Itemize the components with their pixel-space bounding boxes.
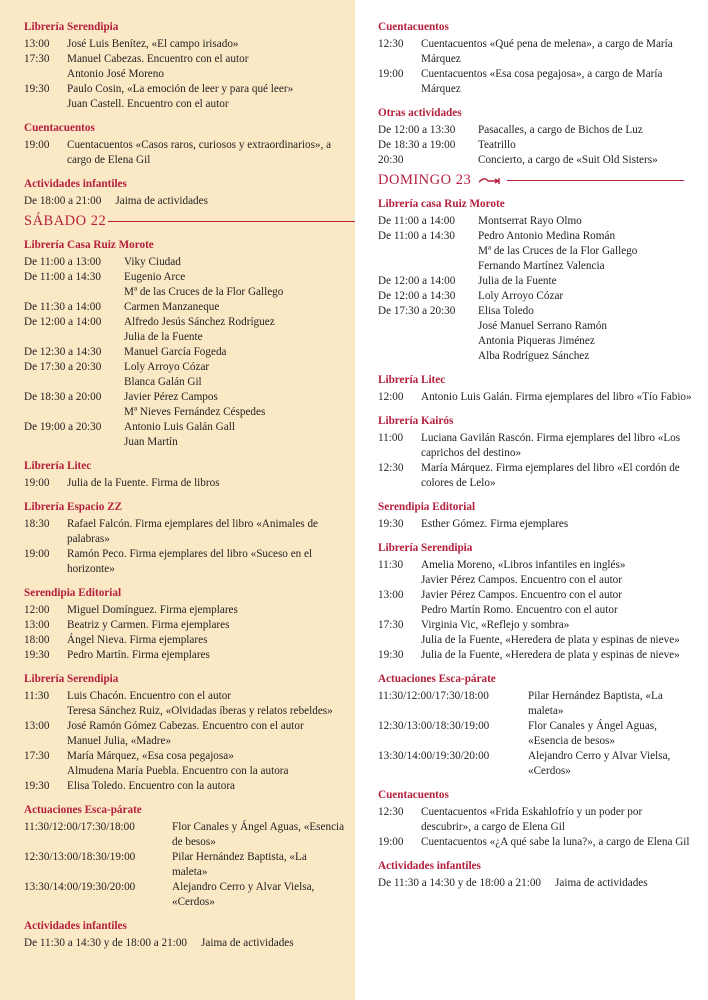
schedule-time: 12:00 [24,604,50,616]
schedule-description: Alejandro Cerro y Alvar Vielsa, «Cerdos» [528,750,671,777]
section [378,414,694,491]
schedule-row [24,704,345,719]
schedule-description: Antonia Piqueras Jiménez [478,335,595,347]
day-rule [108,221,355,222]
schedule-description: Teatrillo [478,139,516,151]
schedule-description: Virginia Vic, «Reflejo y sombra» [421,619,570,631]
section [378,788,694,850]
schedule-description: Teresa Sánchez Ruiz, «Olvidadas íberas y relatos rebeldes» [67,705,333,717]
schedule-time: 12:30/13:00/18:30/19:00 [24,851,136,863]
section [378,373,694,405]
schedule-description: Loly Arroyo Cózar [478,290,564,302]
schedule-time: 17:30 [24,750,50,762]
schedule-time: 11:30/12:00/17:30/18:00 [378,690,489,702]
schedule-description: Manuel Cabezas. Encuentro con el autor [67,53,249,65]
schedule-description: Alejandro Cerro y Alvar Vielsa, «Cerdos» [172,881,315,908]
schedule-row [378,633,694,648]
schedule-row [24,82,345,97]
schedule-row [378,603,694,618]
schedule-row [378,558,694,573]
section [24,20,345,112]
section-title: Librería Kairós [378,415,454,427]
schedule-time: 13:00 [24,619,50,631]
schedule-time: De 17:30 a 20:30 [24,361,102,373]
schedule-time: 19:30 [378,518,404,530]
schedule-time: 12:30 [378,806,404,818]
schedule-description: Julia de la Fuente [478,275,557,287]
schedule-row [24,547,345,577]
schedule-row [24,779,345,794]
schedule-description: Concierto, a cargo de «Suit Old Sisters» [478,154,658,166]
section [378,106,694,168]
schedule-description: Julia de la Fuente [124,331,203,343]
day-heading [378,173,694,188]
schedule-description: Mª de las Cruces de la Flor Gallego [124,286,284,298]
schedule-row [24,648,345,663]
schedule-row [378,517,694,532]
schedule-description: Pedro Antonio Medina Román [478,230,616,242]
section [378,20,694,97]
schedule-row [24,936,345,951]
schedule-description: Viky Ciudad [124,256,181,268]
schedule-time: De 19:00 a 20:30 [24,421,102,433]
schedule-row [24,618,345,633]
schedule-time: 17:30 [24,53,50,65]
section [24,586,345,663]
schedule-description: Pedro Martín. Firma ejemplares [67,649,210,661]
schedule-row [378,67,694,97]
right-column [355,0,708,1000]
schedule-row [24,476,345,491]
schedule-row [378,648,694,663]
schedule-row [378,153,694,168]
schedule-row [24,435,345,450]
section [24,672,345,794]
schedule-description: Jaima de actividades [115,195,208,207]
schedule-row [378,719,694,749]
schedule-time: 19:00 [24,477,50,489]
schedule-description: Cuentacuentos «Qué pena de melena», a cargo de María Márquez [421,38,673,65]
schedule-description: Antonio José Moreno [67,68,164,80]
schedule-row [378,461,694,491]
schedule-row [24,820,345,850]
schedule-description: Cuentacuentos «Esa cosa pegajosa», a cargo de María Márquez [421,68,663,95]
schedule-row [378,123,694,138]
schedule-row [378,835,694,850]
schedule-description: Elisa Toledo [478,305,534,317]
schedule-row [24,138,345,168]
schedule-row [378,244,694,259]
schedule-row [24,689,345,704]
schedule-description: Julia de la Fuente, «Heredera de plata y espinas de nieve» [421,649,680,661]
section-title: Librería Litec [378,374,446,386]
schedule-description: Miguel Domínguez. Firma ejemplares [67,604,238,616]
schedule-time: 19:00 [24,139,50,151]
schedule-time: De 11:00 a 14:30 [24,271,101,283]
schedule-time: De 11:00 a 14:00 [378,215,455,227]
schedule-description: Montserrat Rayo Olmo [478,215,582,227]
schedule-time: 13:00 [24,720,50,732]
schedule-description: Pilar Hernández Baptista, «La maleta» [528,690,663,717]
schedule-row [378,259,694,274]
schedule-row [24,405,345,420]
schedule-description: Julia de la Fuente. Firma de libros [67,477,220,489]
schedule-row [24,517,345,547]
schedule-row [24,285,345,300]
schedule-row [24,345,345,360]
schedule-row [378,289,694,304]
schedule-row [378,618,694,633]
schedule-time: De 11:30 a 14:00 [24,301,101,313]
schedule-description: Mª de las Cruces de la Flor Gallego [478,245,638,257]
schedule-description: Loly Arroyo Cózar [124,361,210,373]
schedule-description: Antonio Luis Galán Gall [124,421,235,433]
section-title: Actividades infantiles [24,178,127,190]
schedule-description: Almudena María Puebla. Encuentro con la autora [67,765,289,777]
day-label: DOMINGO 23 [378,172,472,188]
section-title: Cuentacuentos [378,21,449,33]
schedule-time: 19:30 [24,780,50,792]
section [378,672,694,779]
schedule-row [378,37,694,67]
schedule-description: Ángel Nieva. Firma ejemplares [67,634,208,646]
section-title: Cuentacuentos [24,122,95,134]
schedule-row [24,749,345,764]
schedule-description: Esther Gómez. Firma ejemplares [421,518,569,530]
schedule-time: De 12:00 a 14:30 [378,290,456,302]
schedule-description: Cuentacuentos «Casos raros, curiosos y extraordinarios», a cargo de Elena Gil [67,139,332,166]
schedule-time: De 11:00 a 13:00 [24,256,101,268]
schedule-row [24,880,345,910]
schedule-row [24,67,345,82]
schedule-time: De 12:30 a 14:30 [24,346,102,358]
section-title: Serendipia Editorial [378,501,476,513]
schedule-row [24,315,345,330]
section-title: Librería Serendipia [378,542,473,554]
section [24,177,345,209]
schedule-row [24,270,345,285]
schedule-time: De 11:30 a 14:30 y de 18:00 a 21:00 [24,937,188,949]
schedule-row [24,375,345,390]
schedule-time: 19:30 [378,649,404,661]
schedule-description: Beatriz y Carmen. Firma ejemplares [67,619,230,631]
section-title: Librería Serendipia [24,21,119,33]
section-title: Librería casa Ruiz Morote [378,198,505,210]
section [378,500,694,532]
schedule-time: 18:00 [24,634,50,646]
schedule-time: De 12:00 a 14:00 [378,275,456,287]
section [24,919,345,951]
schedule-row [24,734,345,749]
schedule-time: De 12:00 a 13:30 [378,124,456,136]
schedule-description: Manuel García Fogeda [124,346,227,358]
section-title: Actividades infantiles [378,860,481,872]
ornament-icon [477,175,505,187]
schedule-row [24,360,345,375]
schedule-description: Cuentacuentos «Frida Eskahlofrío y un poder por descubrir», a cargo de Elena Gil [421,806,643,833]
schedule-description: José Ramón Gómez Cabezas. Encuentro con el autor [67,720,304,732]
schedule-description: Alfredo Jesús Sánchez Rodríguez [124,316,275,328]
section-title: Otras actividades [378,107,462,119]
schedule-row [378,214,694,229]
schedule-description: Paulo Cosin, «La emoción de leer y para qué leer» [67,83,294,95]
schedule-description: Ramón Peco. Firma ejemplares del libro «Suceso en el horizonte» [67,548,313,575]
day-rule [507,180,684,181]
schedule-row [24,52,345,67]
schedule-description: José Luis Benítez, «El campo irisado» [67,38,239,50]
schedule-row [378,390,694,405]
schedule-time: 11:00 [378,432,404,444]
schedule-description: Pasacalles, a cargo de Bichos de Luz [478,124,643,136]
section-title: Cuentacuentos [378,789,449,801]
section-title: Librería Litec [24,460,92,472]
schedule-description: Cuentacuentos «¿A qué sabe la luna?», a cargo de Elena Gil [421,836,690,848]
section-title: Librería Serendipia [24,673,119,685]
schedule-description: Javier Pérez Campos. Encuentro con el autor [421,574,622,586]
schedule-description: Jaima de actividades [555,877,648,889]
schedule-description: Fernando Martínez Valencia [478,260,605,272]
section-title: Serendipia Editorial [24,587,122,599]
schedule-time: 11:30/12:00/17:30/18:00 [24,821,135,833]
schedule-description: Antonio Luis Galán. Firma ejemplares del libro «Tío Fabio» [421,391,692,403]
schedule-time: De 11:00 a 14:30 [378,230,455,242]
schedule-row [24,764,345,779]
schedule-row [378,876,694,891]
schedule-row [24,194,345,209]
schedule-row [24,97,345,112]
section [378,541,694,663]
schedule-description: Mª Nieves Fernández Céspedes [124,406,266,418]
schedule-description: José Manuel Serrano Ramón [478,320,607,332]
schedule-time: 12:00 [378,391,404,403]
schedule-row [378,805,694,835]
day-label: SÁBADO 22 [24,213,107,229]
schedule-time: 13:00 [378,589,404,601]
schedule-row [378,138,694,153]
section-title: Actividades infantiles [24,920,127,932]
schedule-time: 17:30 [378,619,404,631]
schedule-row [24,300,345,315]
schedule-time: 18:30 [24,518,50,530]
section-title: Actuaciones Esca-párate [24,804,142,816]
section [378,859,694,891]
schedule-description: Juan Castell. Encuentro con el autor [67,98,229,110]
schedule-time: 12:30 [378,38,404,50]
schedule-row [378,573,694,588]
schedule-time: De 12:00 a 14:00 [24,316,102,328]
schedule-description: Elisa Toledo. Encuentro con la autora [67,780,236,792]
schedule-row [378,749,694,779]
schedule-time: 11:30 [24,690,50,702]
section-title: Librería Espacio ZZ [24,501,123,513]
schedule-row [24,330,345,345]
schedule-time: 12:30 [378,462,404,474]
schedule-row [378,431,694,461]
schedule-row [378,334,694,349]
schedule-time: De 18:30 a 19:00 [378,139,456,151]
schedule-time: 12:30/13:00/18:30/19:00 [378,720,490,732]
schedule-time: 13:00 [24,38,50,50]
schedule-time: 11:30 [378,559,404,571]
section-title: Actuaciones Esca-párate [378,673,496,685]
schedule-row [24,633,345,648]
schedule-description: Flor Canales y Ángel Aguas, «Esencia de besos» [528,720,657,747]
section [24,238,345,450]
schedule-row [24,390,345,405]
schedule-description: Luis Chacón. Encuentro con el autor [67,690,232,702]
schedule-row [24,420,345,435]
schedule-row [378,229,694,244]
section [24,121,345,168]
schedule-row [378,588,694,603]
schedule-description: Julia de la Fuente, «Heredera de plata y espinas de nieve» [421,634,680,646]
schedule-description: Luciana Gavilán Rascón. Firma ejemplares del libro «Los caprichos del destino» [421,432,681,459]
section-title: Librería Casa Ruiz Morote [24,239,154,251]
schedule-row [24,719,345,734]
section [24,459,345,491]
schedule-row [24,850,345,880]
schedule-description: Javier Pérez Campos [124,391,218,403]
schedule-row [378,274,694,289]
schedule-row [378,689,694,719]
schedule-description: Eugenio Arce [124,271,186,283]
schedule-description: Rafael Falcón. Firma ejemplares del libro «Animales de palabras» [67,518,319,545]
schedule-time: De 17:30 a 20:30 [378,305,456,317]
schedule-time: 19:30 [24,83,50,95]
schedule-description: Pedro Martín Romo. Encuentro con el autor [421,604,618,616]
schedule-time: De 18:00 a 21:00 [24,195,102,207]
schedule-description: Amelia Moreno, «Libros infantiles en inglés» [421,559,626,571]
schedule-time: 19:30 [24,649,50,661]
schedule-row [24,603,345,618]
schedule-time: 19:00 [378,68,404,80]
schedule-description: Carmen Manzaneque [124,301,220,313]
schedule-description: Jaima de actividades [201,937,294,949]
schedule-description: Pilar Hernández Baptista, «La maleta» [172,851,307,878]
schedule-time: 20:30 [378,154,404,166]
section [24,500,345,577]
schedule-description: Manuel Julia, «Madre» [67,735,172,747]
schedule-time: De 11:30 a 14:30 y de 18:00 a 21:00 [378,877,542,889]
schedule-time: 19:00 [24,548,50,560]
schedule-description: María Márquez. Firma ejemplares del libro «El cordón de colores de Lelo» [421,462,680,489]
schedule-description: Flor Canales y Ángel Aguas, «Esencia de besos» [172,821,345,848]
section [24,803,345,910]
schedule-description: Alba Rodríguez Sánchez [478,350,590,362]
schedule-row [378,319,694,334]
schedule-description: María Márquez, «Esa cosa pegajosa» [67,750,234,762]
section [378,197,694,364]
schedule-row [24,37,345,52]
schedule-time: 13:30/14:00/19:30/20:00 [378,750,490,762]
schedule-row [378,304,694,319]
schedule-time: 19:00 [378,836,404,848]
schedule-description: Blanca Galán Gil [124,376,202,388]
schedule-time: 13:30/14:00/19:30/20:00 [24,881,136,893]
schedule-description: Juan Martín [124,436,178,448]
day-heading [24,214,345,229]
schedule-time: De 18:30 a 20:00 [24,391,102,403]
schedule-row [24,255,345,270]
schedule-description: Javier Pérez Campos. Encuentro con el autor [421,589,622,601]
schedule-row [378,349,694,364]
